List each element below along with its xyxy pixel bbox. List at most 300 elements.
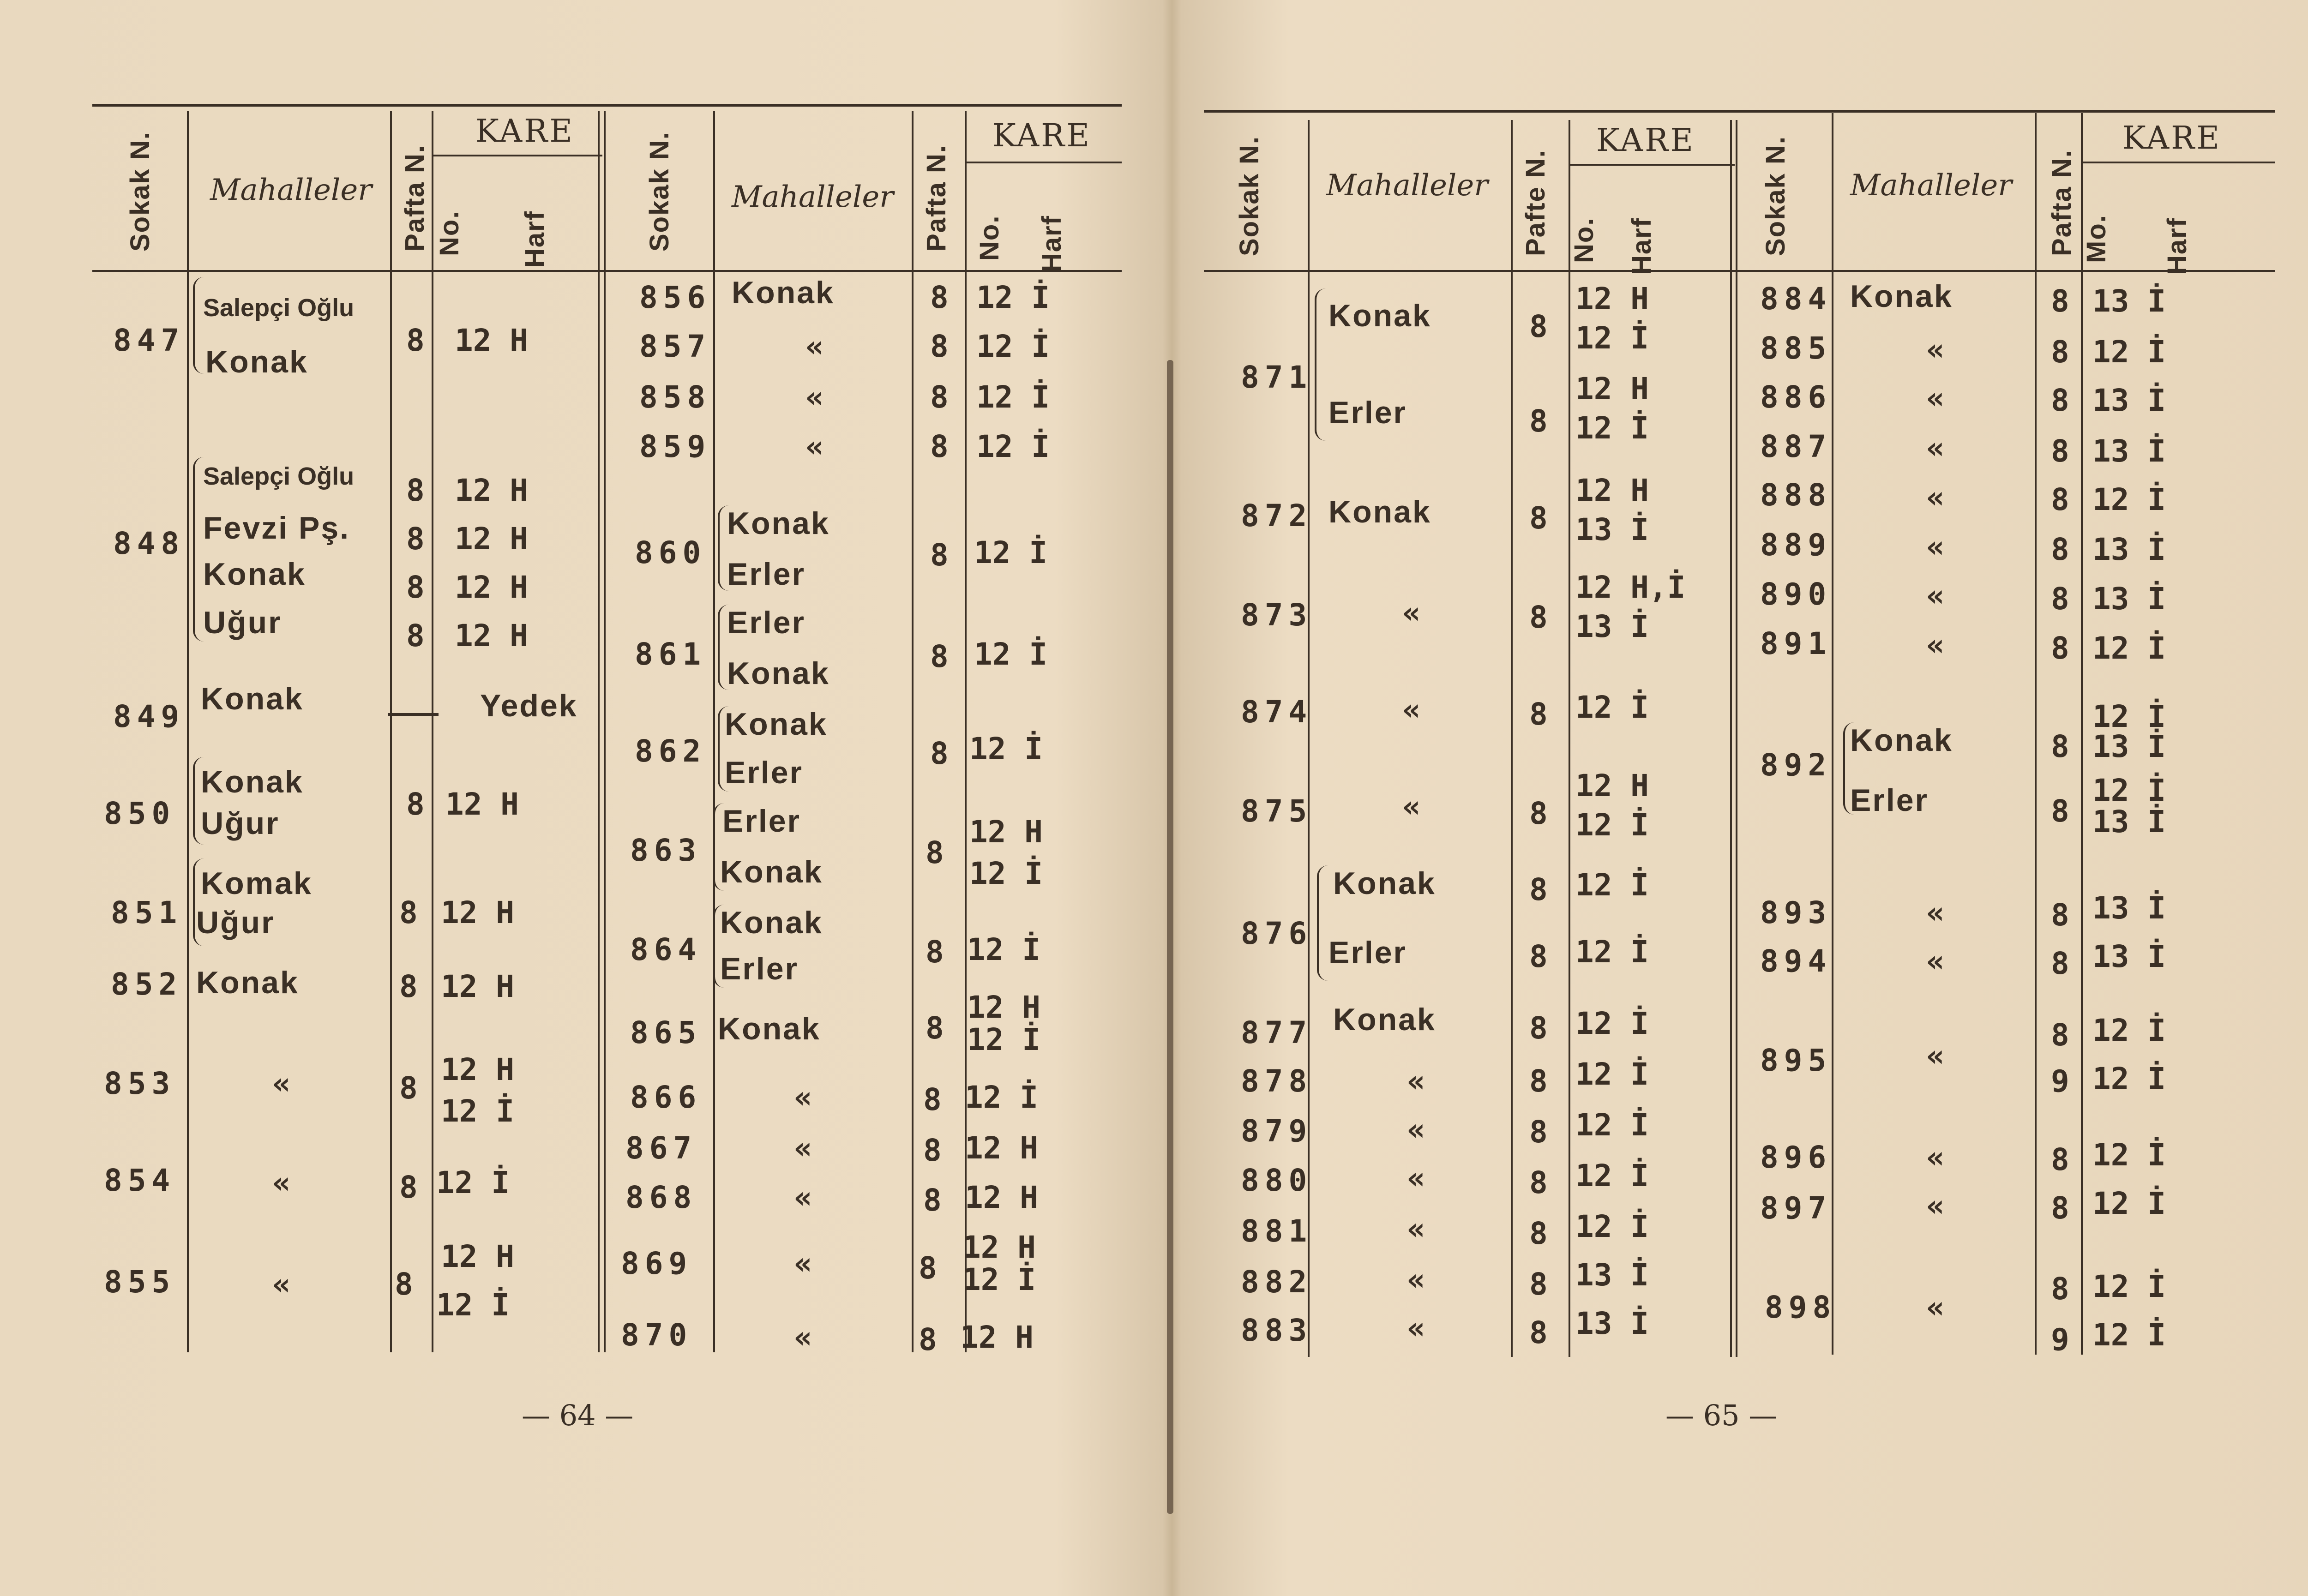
kare: 12 İ bbox=[1575, 1107, 1649, 1143]
pafta: 8 bbox=[2051, 581, 2069, 617]
kare: 12 İ bbox=[1575, 867, 1649, 903]
header-pafta: Pafta N. bbox=[400, 144, 430, 252]
col-divider bbox=[965, 111, 967, 1352]
sokak-number: 868 bbox=[625, 1180, 697, 1215]
kare: 12 İ bbox=[2092, 1137, 2166, 1173]
sokak-number: 873 bbox=[1241, 597, 1313, 633]
kare: 12 İ bbox=[2092, 630, 2166, 666]
sokak-number: 887 bbox=[1760, 429, 1832, 464]
pafta: 8 bbox=[2051, 334, 2069, 370]
kare: 12 H bbox=[455, 570, 528, 605]
mahalle: Konak bbox=[1328, 494, 1431, 529]
ditto: « bbox=[1407, 1063, 1425, 1099]
kare: 12 İ bbox=[969, 856, 1043, 891]
kare: 13 İ bbox=[1575, 609, 1649, 644]
kare: 12 H bbox=[455, 323, 528, 358]
sokak-number: 883 bbox=[1241, 1313, 1313, 1348]
col-divider bbox=[1832, 113, 1833, 1355]
pafta: 8 bbox=[1529, 1315, 1548, 1350]
pafta: 8 bbox=[399, 1170, 418, 1205]
col-divider bbox=[2081, 113, 2083, 1355]
pafta: 8 bbox=[2051, 1017, 2069, 1053]
pafta: 8 bbox=[919, 1250, 937, 1286]
ditto: « bbox=[1407, 1160, 1425, 1196]
sokak-number: 850 bbox=[104, 796, 176, 831]
pafta: 8 bbox=[1529, 1114, 1548, 1150]
mahalle: Konak bbox=[718, 1011, 821, 1046]
mahalle: Konak bbox=[1850, 723, 1953, 758]
book-gutter bbox=[1167, 360, 1173, 1514]
kare: 12 H bbox=[441, 1239, 514, 1274]
sokak-number: 897 bbox=[1760, 1190, 1832, 1226]
sokak-number: 881 bbox=[1241, 1213, 1313, 1249]
ditto: « bbox=[794, 1130, 812, 1166]
page-number: — 65 — bbox=[1665, 1398, 1778, 1432]
pafta: 8 bbox=[1529, 1266, 1548, 1302]
pafta: 8 bbox=[2051, 897, 2069, 933]
kare: 12 İ bbox=[1575, 1158, 1649, 1194]
sokak-number: 885 bbox=[1760, 330, 1832, 366]
kare: 13 İ bbox=[2092, 939, 2166, 974]
pafta: 8 bbox=[930, 639, 949, 674]
pafta: 8 bbox=[2051, 1142, 2069, 1177]
header-bottom-rule bbox=[92, 270, 1122, 272]
sokak-number: 882 bbox=[1241, 1264, 1313, 1300]
sokak-number: 858 bbox=[639, 379, 711, 415]
sokak-number: 879 bbox=[1241, 1113, 1313, 1149]
kare: 12 İ bbox=[2092, 1186, 2166, 1221]
kare: 12 İ bbox=[976, 379, 1050, 415]
brace bbox=[193, 457, 204, 642]
kare: 12 İ bbox=[967, 1022, 1040, 1057]
kare: 12 H bbox=[441, 969, 514, 1004]
ditto: « bbox=[1926, 430, 1945, 466]
kare: 12 H bbox=[1575, 473, 1649, 508]
mahalle: Erler bbox=[1328, 935, 1407, 970]
mahalle: Uğur bbox=[203, 605, 282, 640]
mahalle: Fevzi Pş. bbox=[203, 510, 350, 546]
kare: 13 İ bbox=[2092, 581, 2166, 617]
mahalle: Konak bbox=[201, 764, 304, 799]
kare: 12 H bbox=[441, 1052, 514, 1087]
kare: 12 H bbox=[455, 618, 528, 654]
pafta: 8 bbox=[930, 329, 949, 364]
kare: 13 İ bbox=[1575, 1306, 1649, 1341]
col-divider bbox=[187, 111, 189, 1352]
col-divider bbox=[2035, 113, 2037, 1355]
header-harf-2: Harf bbox=[2162, 217, 2192, 275]
kare: 12 İ bbox=[969, 731, 1043, 767]
mahalle: Erler bbox=[727, 605, 805, 640]
sokak-number: 878 bbox=[1241, 1063, 1313, 1099]
pafta: 8 bbox=[923, 1133, 942, 1168]
kare-rule bbox=[965, 162, 1122, 163]
kare: 12 İ bbox=[2092, 699, 2166, 734]
col-divider bbox=[1569, 120, 1570, 1357]
pafta: 8 bbox=[406, 521, 425, 557]
mahalle: Konak bbox=[203, 557, 306, 592]
sokak-number: 864 bbox=[630, 932, 702, 967]
sokak-number: 851 bbox=[111, 895, 183, 930]
header-no: No. bbox=[434, 210, 464, 256]
ditto: « bbox=[1926, 380, 1945, 416]
pafta: 8 bbox=[1529, 696, 1548, 732]
kare: 13 İ bbox=[2092, 890, 2166, 926]
pafta: 8 bbox=[1529, 1165, 1548, 1200]
ditto: « bbox=[1407, 1262, 1425, 1297]
pafta: 8 bbox=[1529, 939, 1548, 974]
kare: 12 İ bbox=[967, 932, 1040, 967]
kare-rule bbox=[1569, 164, 1735, 166]
sokak-number: 854 bbox=[104, 1163, 176, 1198]
pafta: 8 bbox=[395, 1266, 413, 1302]
pafta: 8 bbox=[2051, 433, 2069, 469]
ditto: « bbox=[794, 1246, 812, 1281]
top-rule bbox=[92, 104, 1122, 107]
col-divider-double bbox=[1730, 120, 1732, 1357]
page-number: — 64 — bbox=[522, 1398, 634, 1432]
sokak-number: 893 bbox=[1760, 895, 1832, 930]
sokak-number: 888 bbox=[1760, 477, 1832, 513]
ditto: « bbox=[1402, 789, 1421, 824]
sokak-number: 865 bbox=[630, 1015, 702, 1050]
ditto: « bbox=[805, 329, 824, 364]
kare: 12 İ bbox=[2092, 334, 2166, 370]
ditto: « bbox=[272, 1066, 291, 1101]
mahalle: Uğur bbox=[196, 905, 275, 940]
pafta: 8 bbox=[923, 1082, 942, 1117]
header-pafta: Pafte N. bbox=[1521, 149, 1551, 256]
kare: 12 İ bbox=[441, 1093, 514, 1129]
ditto: « bbox=[1926, 1038, 1945, 1074]
kare-yedek: Yedek bbox=[480, 688, 578, 723]
ditto: « bbox=[272, 1165, 291, 1200]
kare: 13 İ bbox=[1575, 512, 1649, 547]
pafta: 8 bbox=[2051, 793, 2069, 829]
header-kare-2: KARE bbox=[992, 118, 1091, 154]
header-sokak: Sokak N. bbox=[1234, 136, 1264, 256]
kare: 12 H bbox=[962, 1230, 1036, 1265]
header-harf: Harf bbox=[1627, 217, 1657, 275]
header-sokak-2: Sokak N. bbox=[644, 131, 674, 252]
mahalle: Salepçi Oğlu bbox=[203, 462, 355, 490]
sokak-number: 848 bbox=[113, 526, 185, 561]
ditto: « bbox=[1926, 895, 1945, 930]
mahalle: Erler bbox=[727, 557, 805, 592]
mahalle: Konak bbox=[720, 854, 823, 889]
kare: 13 İ bbox=[2092, 383, 2166, 418]
sokak-number: 862 bbox=[635, 733, 707, 769]
col-divider bbox=[390, 111, 392, 1352]
ditto: « bbox=[1407, 1310, 1425, 1346]
sokak-number: 863 bbox=[630, 833, 702, 868]
kare: 12 İ bbox=[2092, 1317, 2166, 1353]
mahalle: Konak bbox=[1333, 866, 1436, 901]
kare: 12 H bbox=[455, 521, 528, 557]
kare: 12 İ bbox=[976, 329, 1050, 364]
kare: 13 İ bbox=[2092, 532, 2166, 567]
pafta: 8 bbox=[399, 1070, 418, 1106]
pafta: 8 bbox=[1529, 1216, 1548, 1251]
sokak-number: 898 bbox=[1765, 1290, 1837, 1325]
right-page bbox=[1176, 0, 2308, 1596]
kare: 13 İ bbox=[2092, 804, 2166, 840]
header-harf-2: Harf bbox=[1037, 215, 1067, 272]
mahalle: Konak bbox=[1328, 298, 1431, 333]
kare: 12 H bbox=[967, 990, 1040, 1025]
kare: 12 İ bbox=[1575, 1209, 1649, 1244]
pafta: 8 bbox=[2051, 729, 2069, 764]
header-kare: KARE bbox=[475, 113, 574, 150]
pafta: 8 bbox=[930, 537, 949, 573]
kare: 12 H bbox=[969, 814, 1043, 850]
ditto: « bbox=[794, 1080, 812, 1115]
header-bottom-rule bbox=[1204, 270, 2275, 272]
kare: 12 İ bbox=[2092, 482, 2166, 517]
kare: 12 İ bbox=[2092, 773, 2166, 808]
kare: 12 H bbox=[445, 786, 519, 822]
top-rule bbox=[1204, 110, 2275, 113]
sokak-number: 877 bbox=[1241, 1015, 1313, 1050]
pafta: 8 bbox=[399, 895, 418, 930]
kare: 12 İ bbox=[974, 535, 1047, 570]
kare: 13 İ bbox=[1575, 1257, 1649, 1293]
sokak-number: 891 bbox=[1760, 626, 1832, 661]
pafta: 9 bbox=[2051, 1063, 2069, 1099]
pafta: 8 bbox=[2051, 1271, 2069, 1307]
pafta: 8 bbox=[930, 280, 949, 315]
ditto: « bbox=[1926, 627, 1945, 663]
ditto: « bbox=[1926, 1140, 1945, 1175]
pafta: 9 bbox=[2051, 1322, 2069, 1357]
ditto: « bbox=[1926, 943, 1945, 979]
pafta: 8 bbox=[406, 786, 425, 822]
pafta: 8 bbox=[2051, 946, 2069, 981]
kare: 12 İ bbox=[976, 429, 1050, 464]
header-mahalleler: Mahalleler bbox=[1326, 168, 1488, 203]
sokak-number: 855 bbox=[104, 1264, 176, 1300]
sokak-number: 869 bbox=[621, 1246, 693, 1281]
header-mahalleler-2: Mahalleler bbox=[1850, 168, 2012, 203]
header-sokak: Sokak N. bbox=[125, 131, 155, 252]
sokak-number: 853 bbox=[104, 1066, 176, 1101]
ditto: « bbox=[805, 429, 824, 464]
header-harf: Harf bbox=[520, 210, 550, 268]
pafta-dash bbox=[388, 713, 439, 716]
col-divider-double bbox=[604, 111, 606, 1352]
ditto: « bbox=[794, 1320, 812, 1355]
mahalle: Konak bbox=[1850, 279, 1953, 314]
kare: 12 H bbox=[455, 473, 528, 508]
mahalle: Konak bbox=[720, 905, 823, 940]
ditto: « bbox=[1407, 1112, 1425, 1147]
pafta: 8 bbox=[930, 429, 949, 464]
kare: 12 İ bbox=[965, 1080, 1038, 1115]
sokak-number: 859 bbox=[639, 429, 711, 464]
pafta: 8 bbox=[1529, 796, 1548, 831]
pafta: 8 bbox=[1529, 1063, 1548, 1099]
sokak-number: 894 bbox=[1760, 943, 1832, 979]
kare: 12 İ bbox=[1575, 1056, 1649, 1092]
ditto: « bbox=[1926, 578, 1945, 613]
sokak-number: 886 bbox=[1760, 379, 1832, 415]
kare: 12 İ bbox=[1575, 410, 1649, 446]
pafta: 8 bbox=[1529, 403, 1548, 439]
header-mahalleler-2: Mahalleler bbox=[732, 180, 894, 214]
pafta: 8 bbox=[1529, 500, 1548, 536]
col-divider bbox=[713, 111, 715, 1352]
sokak-number: 872 bbox=[1241, 498, 1313, 534]
brace bbox=[1317, 865, 1328, 981]
kare: 13 İ bbox=[2092, 433, 2166, 469]
sokak-number: 889 bbox=[1760, 527, 1832, 563]
pafta: 8 bbox=[406, 473, 425, 508]
kare: 12 H bbox=[1575, 371, 1649, 407]
pafta: 8 bbox=[2051, 482, 2069, 517]
header-pafta-2: Pafta N. bbox=[2047, 149, 2077, 256]
col-divider bbox=[432, 111, 433, 1352]
pafta: 8 bbox=[1529, 600, 1548, 635]
kare: 12 İ bbox=[436, 1165, 510, 1200]
mahalle: Konak bbox=[727, 656, 830, 691]
kare: 12 İ bbox=[974, 636, 1047, 672]
header-no-2: Mo. bbox=[2081, 214, 2111, 263]
kare: 12 İ bbox=[2092, 1061, 2166, 1097]
pafta: 8 bbox=[1529, 1010, 1548, 1046]
sokak-number: 876 bbox=[1241, 916, 1313, 951]
kare-rule bbox=[2081, 162, 2275, 163]
pafta: 8 bbox=[926, 835, 944, 870]
mahalle: Erler bbox=[725, 755, 803, 790]
mahalle: Salepçi Oğlu bbox=[203, 294, 355, 322]
sokak-number: 890 bbox=[1760, 576, 1832, 612]
sokak-number: 866 bbox=[630, 1080, 702, 1115]
pafta: 8 bbox=[1529, 309, 1548, 344]
pafta: 8 bbox=[923, 1182, 942, 1218]
kare: 12 İ bbox=[1575, 690, 1649, 725]
sokak-number: 870 bbox=[621, 1317, 693, 1353]
pafta: 8 bbox=[2051, 383, 2069, 418]
ditto: « bbox=[1407, 1211, 1425, 1247]
kare: 12 H bbox=[1575, 281, 1649, 317]
brace bbox=[1315, 288, 1326, 441]
kare: 12 İ bbox=[962, 1262, 1036, 1297]
sokak-number: 871 bbox=[1241, 360, 1313, 395]
ditto: « bbox=[1926, 332, 1945, 367]
ditto: « bbox=[1402, 595, 1421, 630]
sokak-number: 852 bbox=[111, 966, 183, 1002]
mahalle: Erler bbox=[720, 951, 799, 986]
mahalle: Erler bbox=[1850, 783, 1929, 818]
sokak-number: 861 bbox=[635, 636, 707, 672]
col-divider-double bbox=[598, 111, 600, 1352]
mahalle: Konak bbox=[725, 707, 828, 742]
mahalle: Erler bbox=[722, 804, 801, 839]
header-no: No. bbox=[1569, 217, 1599, 263]
header-no-2: No. bbox=[974, 215, 1004, 261]
ditto: « bbox=[1926, 480, 1945, 515]
kare: 12 İ bbox=[2092, 1269, 2166, 1304]
pafta: 8 bbox=[2051, 630, 2069, 666]
kare: 12 H bbox=[960, 1320, 1034, 1355]
mahalle: Uğur bbox=[201, 806, 280, 841]
pafta: 8 bbox=[399, 969, 418, 1004]
sokak-number: 860 bbox=[635, 535, 707, 570]
kare: 12 İ bbox=[436, 1287, 510, 1323]
sokak-number: 849 bbox=[113, 699, 185, 734]
ditto: « bbox=[1926, 1188, 1945, 1224]
sokak-number: 896 bbox=[1760, 1140, 1832, 1175]
mahalle: Konak bbox=[1333, 1002, 1436, 1037]
sokak-number: 857 bbox=[639, 329, 711, 364]
sokak-number: 874 bbox=[1241, 694, 1313, 730]
kare: 12 İ bbox=[1575, 807, 1649, 843]
sokak-number: 847 bbox=[113, 323, 185, 358]
pafta: 8 bbox=[2051, 283, 2069, 319]
header-mahalleler: Mahalleler bbox=[210, 173, 372, 207]
pafta: 8 bbox=[406, 618, 425, 654]
sokak-number: 880 bbox=[1241, 1163, 1313, 1198]
pafta: 8 bbox=[1529, 872, 1548, 907]
sokak-number: 884 bbox=[1760, 281, 1832, 317]
mahalle: Konak bbox=[196, 965, 299, 1000]
pafta: 8 bbox=[406, 323, 425, 358]
mahalle: Konak bbox=[205, 344, 308, 379]
kare: 12 H bbox=[441, 895, 514, 930]
pafta: 8 bbox=[926, 934, 944, 970]
sokak-number: 875 bbox=[1241, 793, 1313, 829]
pafta: 8 bbox=[2051, 1190, 2069, 1226]
kare: 12 İ bbox=[1575, 1006, 1649, 1041]
kare: 12 H bbox=[1575, 768, 1649, 804]
kare: 12 İ bbox=[976, 280, 1050, 315]
ditto: « bbox=[272, 1266, 291, 1302]
pafta: 8 bbox=[2051, 532, 2069, 567]
sokak-number: 856 bbox=[639, 280, 711, 315]
pafta: 8 bbox=[926, 1010, 944, 1046]
ditto: « bbox=[805, 379, 824, 415]
mahalle: Komak bbox=[201, 866, 313, 901]
header-pafta-2: Pafta N. bbox=[921, 144, 951, 252]
kare: 12 İ bbox=[2092, 1013, 2166, 1048]
kare: 12 H bbox=[965, 1180, 1038, 1215]
kare: 13 İ bbox=[2092, 729, 2166, 764]
mahalle: Erler bbox=[1328, 395, 1407, 430]
sokak-number: 892 bbox=[1760, 747, 1832, 783]
kare: 12 H bbox=[965, 1130, 1038, 1166]
pafta: 8 bbox=[406, 570, 425, 605]
kare: 12 İ bbox=[1575, 934, 1649, 970]
kare: 12 İ bbox=[1575, 320, 1649, 356]
kare: 12 H,İ bbox=[1575, 570, 1686, 605]
ditto: « bbox=[1926, 529, 1945, 564]
col-divider bbox=[912, 111, 914, 1352]
pafta: 8 bbox=[919, 1322, 937, 1357]
ditto: « bbox=[1926, 1290, 1945, 1325]
col-divider bbox=[1511, 120, 1513, 1357]
header-kare: KARE bbox=[1596, 122, 1695, 159]
kare: 13 İ bbox=[2092, 283, 2166, 319]
pafta: 8 bbox=[930, 736, 949, 771]
ditto: « bbox=[794, 1180, 812, 1215]
kare-rule bbox=[432, 155, 602, 156]
brace bbox=[193, 277, 204, 374]
mahalle: Konak bbox=[727, 506, 830, 541]
header-kare-2: KARE bbox=[2122, 120, 2221, 156]
mahalle: Konak bbox=[732, 275, 835, 310]
mahalle: Konak bbox=[201, 681, 304, 716]
sokak-number: 895 bbox=[1760, 1043, 1832, 1078]
